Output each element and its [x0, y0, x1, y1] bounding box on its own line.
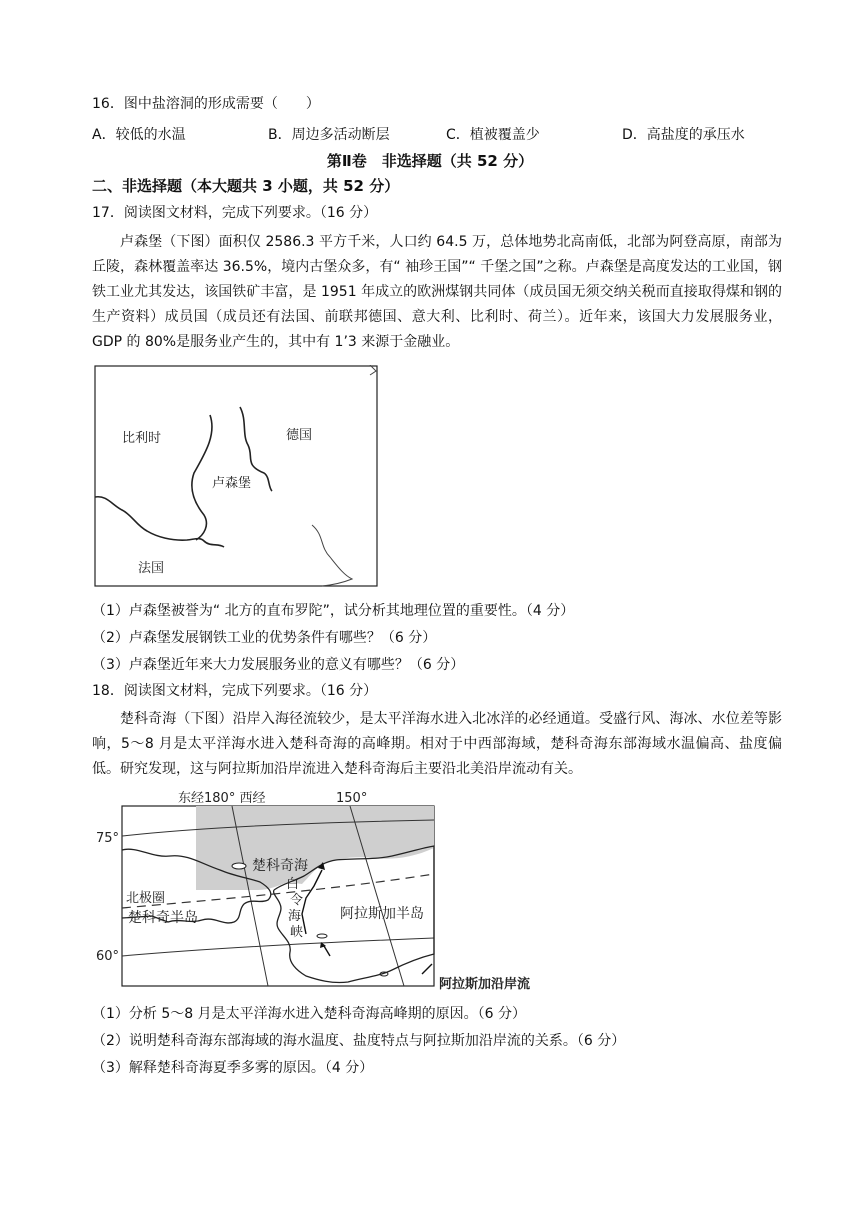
alaska-current-segment-2 — [422, 964, 432, 974]
label-legend-current: 阿拉斯加沿岸流 — [439, 977, 531, 992]
island-wrangel — [232, 863, 246, 869]
chukchi-sea-map — [92, 786, 542, 996]
label-belgium: 比利时 — [122, 431, 162, 446]
river-moselle — [312, 525, 352, 586]
q16-option-b: B．周边多活动断层 — [268, 127, 390, 143]
border-france — [95, 497, 224, 547]
label-chukchi-sea: 楚科奇海 — [252, 858, 308, 874]
q17-sub-3: （3）卢森堡近年来大力发展服务业的意义有哪些？（6 分） — [92, 657, 465, 673]
q17-material: 卢森堡（下图）面积仅 2586.3 平方千米，人口约 64.5 万，总体地势北高南低，北部为阿登高原，南部为丘陵，森林覆盖率达 36.5%，境内古堡众多，有“ 袖珍王国”“ 千堡之国”之称。卢森堡是高度发达的工业国，钢铁工业尤其发达，该国铁矿丰富，是 1951 年成立的欧洲煤钢共同体（成员国无须交纳关税而直接取得煤和钢的生产资料）成员国（成员还有法国、前联邦德国、意大利、比利时、荷兰）。近年来，该国大力发展服务业，GDP 的 80%是服务业产生的，其中有 1’3 来源于金融业。 — [92, 234, 782, 350]
label-luxembourg: 卢森堡 — [212, 476, 252, 491]
q17-sub-1: （1）卢森堡被誉为“ 北方的直布罗陀”，试分析其地理位置的重要性。（4 分） — [92, 603, 575, 619]
island-st-lawrence — [317, 934, 327, 938]
luxembourg-map — [92, 365, 382, 590]
label-lat-60: 60° — [96, 949, 120, 964]
q16-stem: 16．图中盐溶洞的形成需要（ ） — [92, 96, 320, 112]
q18-sub-1: （1）分析 5～8 月是太平洋海水进入楚科奇海高峰期的原因。（6 分） — [92, 1006, 526, 1022]
parallel-60 — [122, 938, 434, 956]
q18-material: 楚科奇海（下图）沿岸入海径流较少，是太平洋海水进入北冰洋的必经通道。受盛行风、海冰、水位差等影响，5～8 月是太平洋海水进入楚科奇海的高峰期。相对于中西部海域，楚科奇海东部海域水温偏高、盐度偏低。研究发现，这与阿拉斯加沿岸流进入楚科奇海后主要沿北美沿岸流动有关。 — [92, 711, 782, 777]
q16-option-a: A．较低的水温 — [92, 127, 186, 143]
label-bering-1: 白 — [286, 877, 300, 892]
section-heading: 二、非选择题（本大题共 3 小题，共 52 分） — [92, 177, 400, 195]
label-150: 150° — [336, 791, 368, 806]
q16-option-d: D．高盐度的承压水 — [622, 127, 745, 143]
label-alaska: 阿拉斯加半岛 — [340, 906, 424, 922]
q17-stem: 17．阅读图文材料，完成下列要求。（16 分） — [92, 205, 378, 221]
section-title: 第Ⅱ卷 非选择题（共 52 分） — [326, 152, 534, 170]
label-chukotka: 楚科奇半岛 — [128, 910, 198, 926]
label-top-longitude: 东经180° 西经 — [178, 791, 266, 806]
label-france: 法国 — [138, 561, 165, 576]
q17-sub-2: （2）卢森堡发展钢铁工业的优势条件有哪些？（6 分） — [92, 630, 437, 646]
alaska-current-segment — [324, 946, 330, 956]
q16-option-c: C．植被覆盖少 — [446, 127, 540, 143]
label-bering-3: 海 — [288, 909, 302, 924]
shaded-sea-area — [196, 806, 434, 890]
label-arctic-circle: 北极圈 — [126, 891, 166, 906]
label-lat-75: 75° — [96, 831, 120, 846]
q18-sub-3: （3）解释楚科奇海夏季多雾的原因。（4 分） — [92, 1060, 374, 1076]
label-bering-2: 令 — [290, 893, 304, 908]
label-bering-4: 峡 — [290, 925, 304, 940]
border-belgium-luxembourg — [192, 415, 212, 540]
q18-sub-2: （2）说明楚科奇海东部海域的海水温度、盐度特点与阿拉斯加沿岸流的关系。（6 分） — [92, 1033, 626, 1049]
label-germany: 德国 — [286, 428, 313, 443]
q18-stem: 18．阅读图文材料，完成下列要求。（16 分） — [92, 683, 378, 699]
